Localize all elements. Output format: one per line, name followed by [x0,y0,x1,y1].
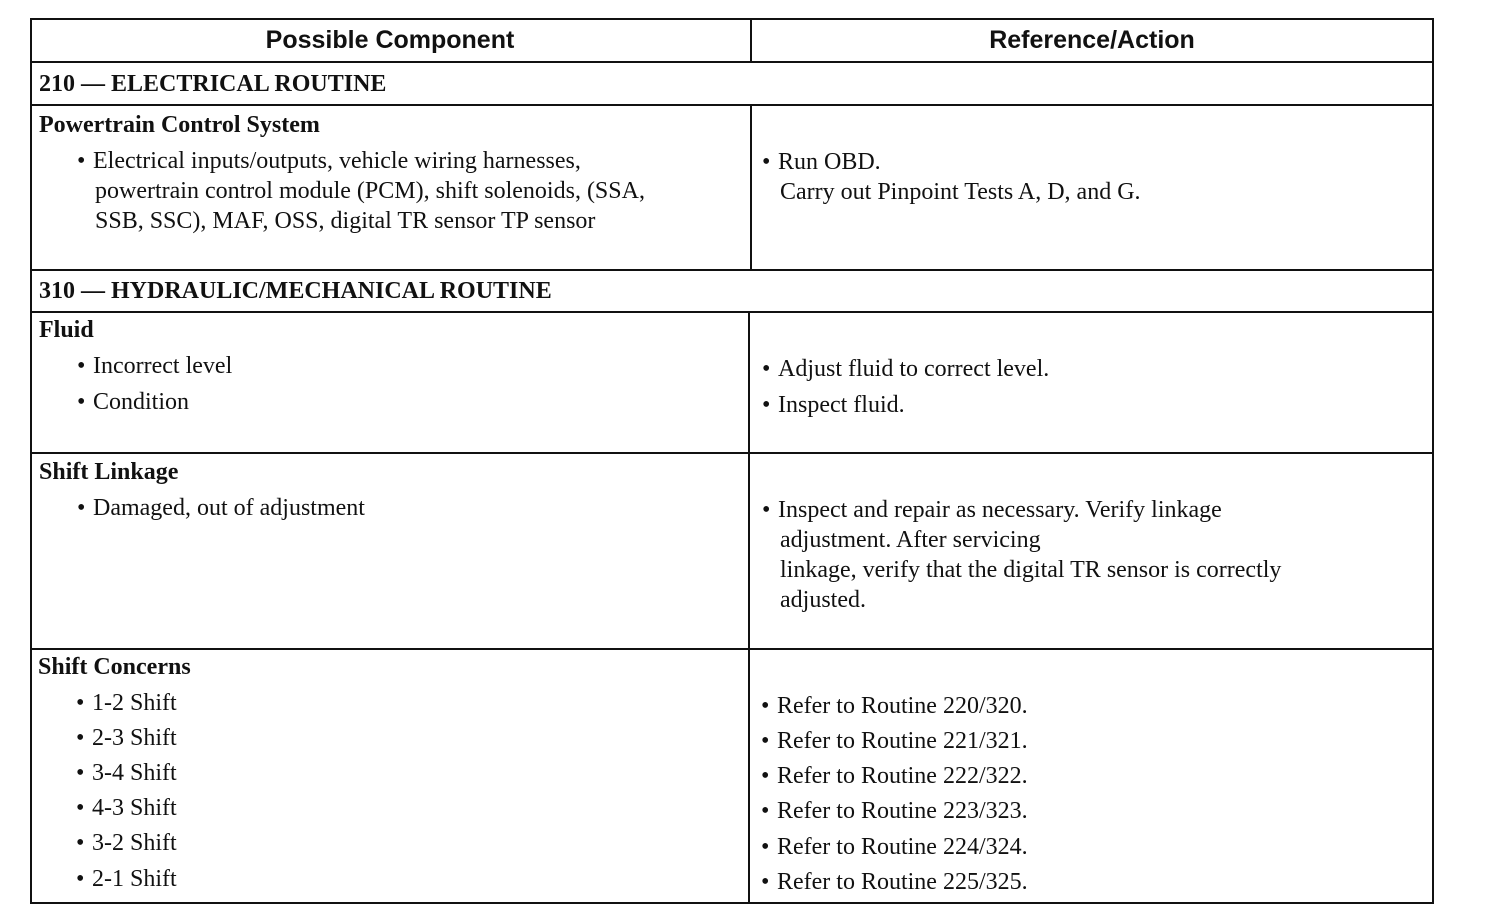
bullet: • [77,389,86,415]
bullet: • [762,497,771,523]
list-item [76,828,177,858]
list-item [761,691,1028,721]
list-item: Run OBD. [778,149,881,175]
bullet: • [76,760,85,786]
bullet: • [761,763,770,789]
list-item-text: Refer to Routine 221/321. [777,728,1028,754]
bullet: • [77,148,86,174]
bullet: • [76,725,85,751]
list-item [76,793,177,823]
header-possible-component: Possible Component [265,26,515,54]
column-divider [750,105,752,270]
list-item-text: Inspect fluid. [778,392,905,418]
list-item: Electrical inputs/outputs, vehicle wiring harnesses, [93,148,581,174]
bullet: • [761,693,770,719]
row-title-shift-linkage: Shift Linkage [39,459,179,485]
list-item-text: 2-3 Shift [92,725,177,751]
list-item-text: 3-4 Shift [92,760,177,786]
list-item-text: Damaged, out of adjustment [93,495,365,521]
list-item-text: Condition [93,389,190,415]
list-item-text: Refer to Routine 223/323. [777,798,1028,824]
row-title-fluid: Fluid [39,317,94,343]
row-title-powertrain: Powertrain Control System [39,112,320,138]
bullet: • [761,869,770,895]
bullet: • [76,866,85,892]
header-reference-action: Reference/Action [989,26,1195,54]
row-divider [30,269,1434,271]
row-divider [30,311,1434,313]
list-item-continued: adjustment. After servicing [780,527,1041,553]
bullet: • [761,798,770,824]
row-title-shift-concerns: Shift Concerns [38,654,191,680]
bullet: • [76,690,85,716]
list-item-text: 4-3 Shift [92,795,177,821]
list-item [761,832,1028,862]
list-item-text: 1-2 Shift [92,690,177,716]
list-item [762,354,1049,384]
shift-linkage-action-list [762,495,1281,615]
list-item [77,387,189,417]
section-title-hydraulic: 310 — HYDRAULIC/MECHANICAL ROUTINE [39,278,552,304]
row-divider [30,104,1434,106]
list-item-text: Refer to Routine 224/324. [777,834,1028,860]
list-item-continued: Carry out Pinpoint Tests A, D, and G. [780,179,1141,205]
column-divider [748,312,750,904]
bullet: • [761,728,770,754]
list-item [77,351,232,381]
table-border-left [30,18,32,904]
list-item [77,493,365,523]
list-item-text: 2-1 Shift [92,866,177,892]
bullet: • [77,495,86,521]
row-divider [30,452,1434,454]
list-item-text: Refer to Routine 225/325. [777,869,1028,895]
list-item [76,758,177,788]
bullet: • [76,830,85,856]
list-item [762,390,905,420]
list-item [761,761,1028,791]
section-title-electrical: 210 — ELECTRICAL ROUTINE [39,71,387,97]
list-item-continued: linkage, verify that the digital TR sensor is correctly [780,557,1282,583]
list-item-text: Refer to Routine 222/322. [777,763,1028,789]
list-item-text: Adjust fluid to correct level. [778,356,1050,382]
list-item-continued: SSB, SSC), MAF, OSS, digital TR sensor TP sensor [95,208,596,234]
bullet: • [762,392,771,418]
list-item-text: Incorrect level [93,353,233,379]
list-item-text: Refer to Routine 220/320. [777,693,1028,719]
row-divider [30,648,1434,650]
list-item [76,723,177,753]
bullet: • [762,356,771,382]
list-item-continued: adjusted. [780,587,866,613]
powertrain-component-list [77,146,645,236]
list-item [761,867,1028,897]
bullet: • [762,149,771,175]
table-border-bottom [30,902,1434,904]
list-item [761,796,1028,826]
bullet: • [761,834,770,860]
powertrain-action-list [762,147,1141,207]
list-item-continued: powertrain control module (PCM), shift solenoids, (SSA, [95,178,645,204]
list-item-text: 3-2 Shift [92,830,177,856]
bullet: • [77,353,86,379]
list-item [76,864,177,894]
list-item [761,726,1028,756]
list-item [76,688,177,718]
list-item: Inspect and repair as necessary. Verify linkage [778,497,1222,523]
table-border-right [1432,18,1434,904]
bullet: • [76,795,85,821]
diagnostic-table [30,18,1434,904]
